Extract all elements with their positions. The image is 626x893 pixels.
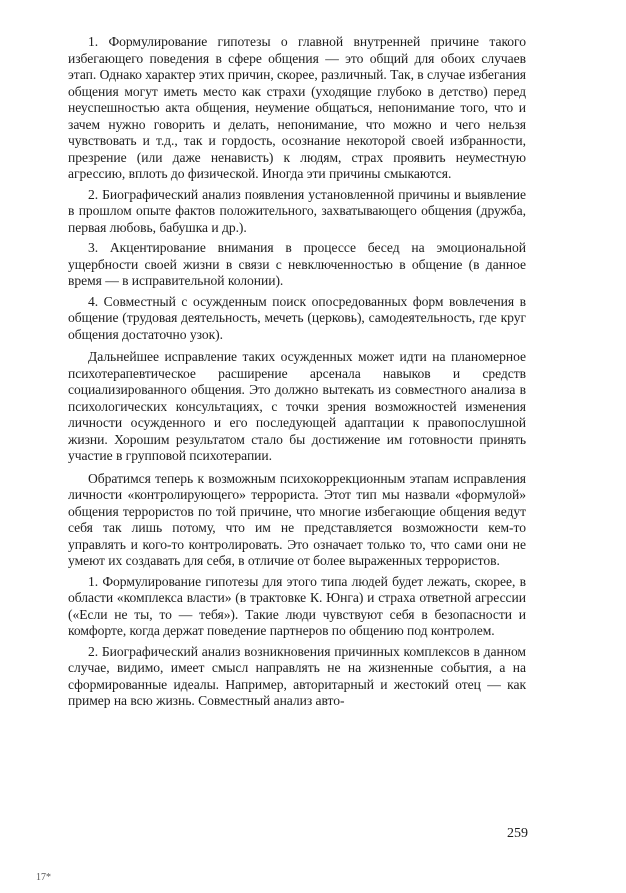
- paragraph-1: 1. Формулирование гипотезы о главной внутренней причине такого избегающего поведения в сфере общения — это общий для обоих случаев этап. Однако характер этих причин, скорее, различный. Так, в случае избегания общения могут иметь место как страхи (уходящие глубоко в детство) перед неуспешностью акта общения, неумение общаться, непонимание того, что и зачем нужно говорить и делать, непонимание, что можно и чего нельзя чувствовать и т.д., так и гордость, осознание некоторой своей избранности, презрение (или даже ненависть) к людям, страх проявить неуместную агрессию, вплоть до физической. Иногда эти причины смыкаются.: [68, 34, 526, 181]
- paragraph-7: 1. Формулирование гипотезы для этого типа людей будет лежать, скорее, в области «комплекса власти» (в трактовке К. Юнга) и страха ответной агрессии («Если не ты, то — тебя»). Такие люди чувствуют себя в безопасности и комфорте, когда держат поведение партнеров по общению под контролем.: [68, 573, 526, 638]
- paragraph-4: 4. Совместный с осужденным поиск опосредованных форм вовлечения в общение (трудовая деятельность, мечеть (церковь), самодеятельность, где круг общения достаточно узок).: [68, 293, 526, 342]
- signature-mark: 17*: [36, 872, 51, 883]
- paragraph-3: 3. Акцентирование внимания в процессе бесед на эмоциональной ущербности своей жизни в связи с невключенностью в общение (в данное время — в исправительной колонии).: [68, 240, 526, 288]
- paragraph-2: 2. Биографический анализ появления установленной причины и выявление в прошлом опыте фактов положительного, захватывающего общения (дружба, первая любовь, бабушка и др.).: [68, 186, 526, 235]
- page-number: 259: [507, 826, 528, 841]
- paragraph-8: 2. Биографический анализ возникновения причинных комплексов в данном случае, видимо, имеет смысл направлять не на жизненные события, а на сформированные идеалы. Например, авторитарный и жестокий отец — как пример на всю жизнь. Совместный анализ авто-: [68, 643, 526, 708]
- page-body: [68, 34, 526, 714]
- paragraph-6: Обратимся теперь к возможным психокоррекционным этапам исправления личности «контролирующего» террориста. Этот тип мы назвали «формулой» общения террористов по той причине, что многие избегающие общения ведут себя так лишь потому, что им не представляется возможности кем-то управлять и кого-то контролировать. Это означает только то, что сами они не умеют их создавать для себя, в отличие от более выраженных террористов.: [68, 470, 526, 568]
- paragraph-5: Дальнейшее исправление таких осужденных может идти на планомерное психотерапевтическое расширение арсенала навыков и средств социализированного общения. Это должно вытекать из совместного анализа в психологических консультациях, с точки зрения возможностей изменения личности осужденного и его последующей адаптации к правопослушной жизни. Хорошим результатом стало бы достижение им готовности принять участие в групповой психотерапии.: [68, 349, 526, 463]
